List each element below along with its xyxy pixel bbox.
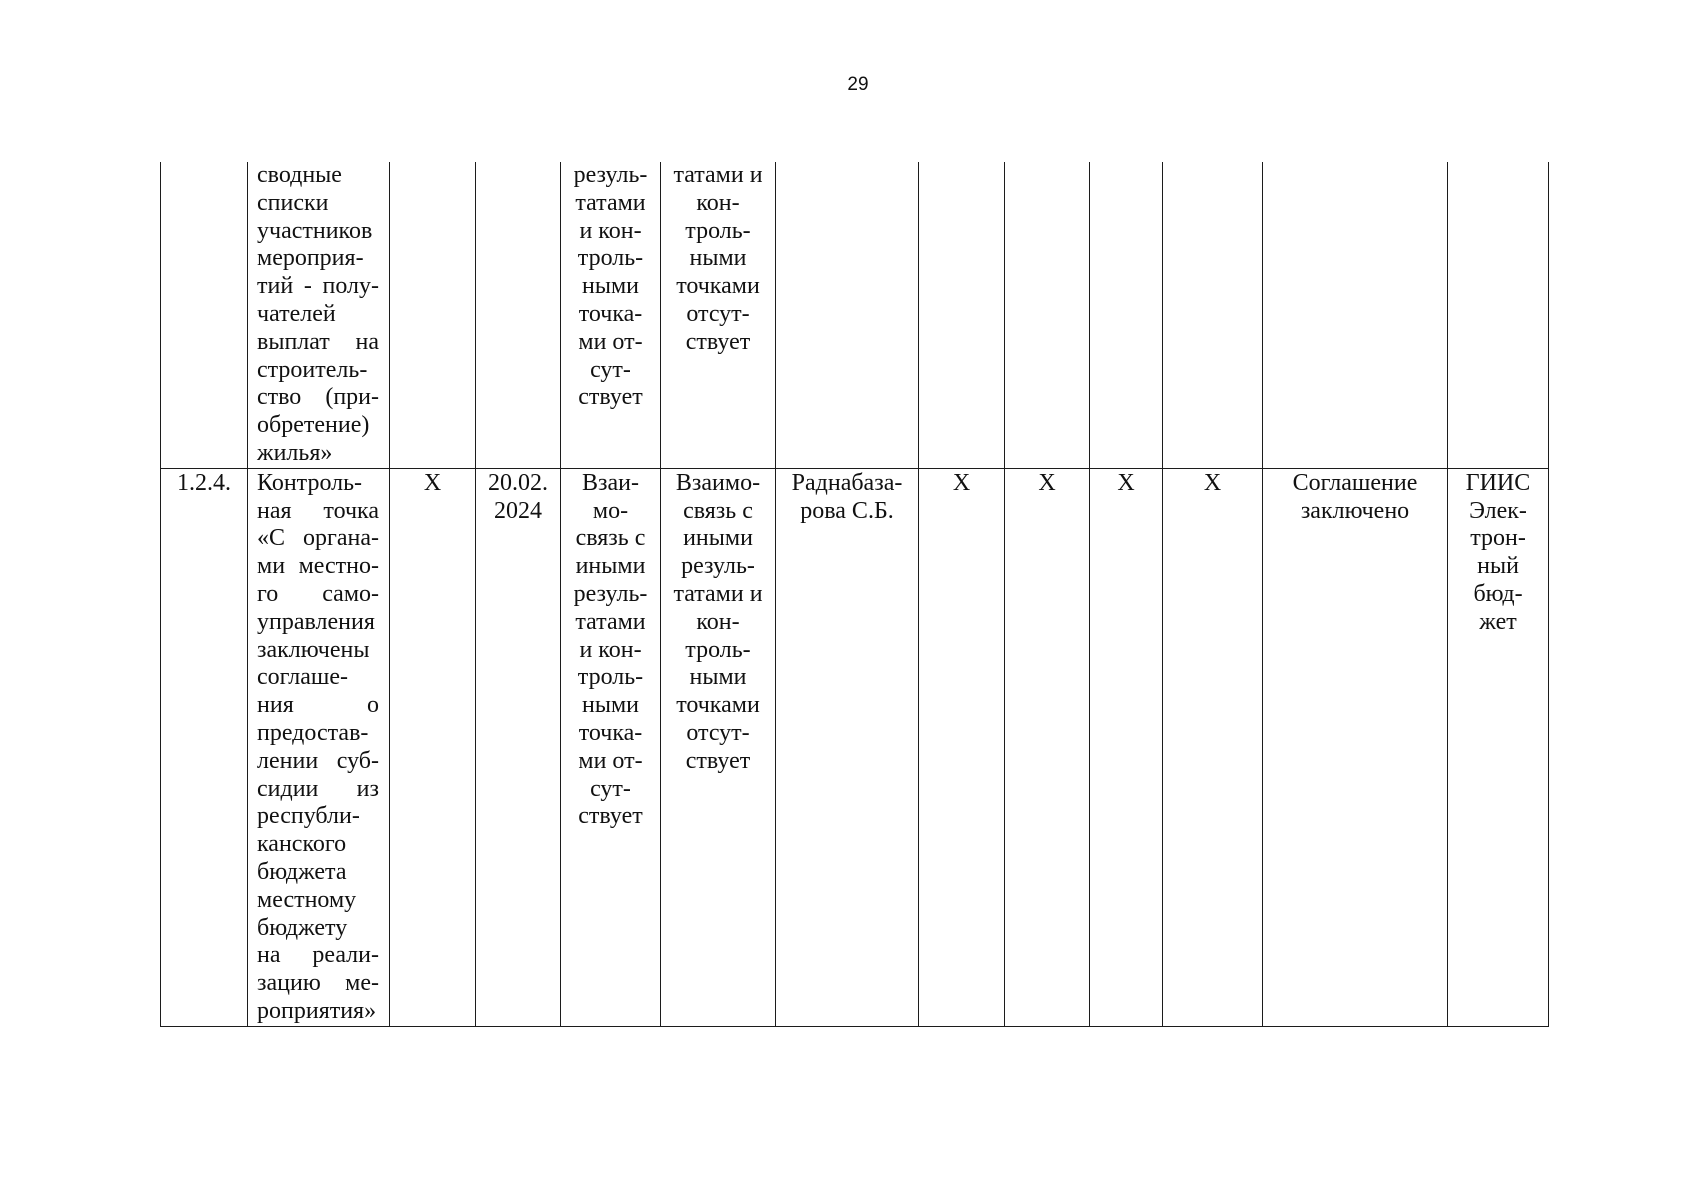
cell-text-line: татами и bbox=[673, 580, 763, 607]
cell-text-line: Х bbox=[952, 469, 971, 496]
cell-text-line: рова С.Б. bbox=[800, 497, 894, 524]
cell-start-date bbox=[390, 468, 476, 1026]
cell-end-date bbox=[476, 468, 561, 1026]
cell-text-line: троль- bbox=[685, 217, 751, 244]
cell-text-line: Взаимо- bbox=[675, 469, 761, 496]
cell-text-line: сут- bbox=[590, 775, 631, 802]
cell-item-number bbox=[161, 162, 248, 468]
cell-text-line: татами bbox=[575, 608, 646, 635]
cell-text-line: мероприя- bbox=[257, 245, 364, 272]
cell-text-line: троль- bbox=[577, 245, 644, 272]
cell-text-line: Элек- bbox=[1469, 497, 1527, 524]
cell-text-line: участников bbox=[257, 217, 373, 244]
cell-text-line: отсут- bbox=[686, 719, 750, 746]
cell-text-line: местному bbox=[257, 886, 357, 913]
cell-text-line: предостав- bbox=[257, 719, 369, 746]
cell-text-line: Х bbox=[1117, 469, 1135, 496]
plan-table bbox=[160, 162, 1549, 1027]
cell-item-number bbox=[161, 468, 248, 1026]
cell-text-line: ми от- bbox=[578, 328, 643, 355]
cell-predecessors bbox=[561, 162, 661, 468]
cell-text-line: Раднабаза- bbox=[791, 469, 903, 496]
cell-text-line: соглаше- bbox=[257, 664, 349, 691]
cell-text-line: ми от- bbox=[578, 747, 643, 774]
cell-successors bbox=[661, 162, 776, 468]
cell-text-line: ный bbox=[1477, 553, 1519, 580]
cell-start-date bbox=[390, 162, 476, 468]
cell-text-line: точками bbox=[676, 692, 760, 719]
cell-text-line: лении суб- bbox=[257, 747, 379, 774]
cell-text-line: ными bbox=[582, 273, 639, 300]
cell-text-line: ствует bbox=[685, 328, 751, 355]
cell-text-line: выплат на bbox=[257, 328, 379, 355]
cell-text-line: строитель- bbox=[257, 356, 368, 383]
cell-text-line: кон- bbox=[696, 608, 740, 635]
cell-mark-3 bbox=[1090, 468, 1163, 1026]
cell-text-line: го само- bbox=[257, 580, 379, 607]
cell-predecessors bbox=[561, 468, 661, 1026]
cell-text-line: ная точка bbox=[257, 497, 379, 524]
cell-mark-2 bbox=[1005, 468, 1090, 1026]
cell-text-line: на реали- bbox=[257, 942, 379, 969]
cell-text-line: Контроль- bbox=[257, 469, 363, 496]
cell-text-line: и кон- bbox=[579, 217, 642, 244]
cell-mark-2 bbox=[1005, 162, 1090, 468]
table-row-continued bbox=[161, 162, 1549, 468]
cell-successors bbox=[661, 468, 776, 1026]
cell-text-line: роприятия» bbox=[257, 997, 377, 1024]
cell-text-line: 2024 bbox=[494, 497, 542, 524]
cell-text-line: Соглашение bbox=[1292, 469, 1418, 496]
cell-end-date bbox=[476, 162, 561, 468]
cell-mark-4 bbox=[1163, 468, 1263, 1026]
cell-text-line: иными bbox=[575, 553, 646, 580]
cell-text-line: кон- bbox=[696, 189, 740, 216]
cell-responsible bbox=[776, 162, 919, 468]
cell-text-line: троль- bbox=[685, 636, 751, 663]
cell-information-system bbox=[1448, 468, 1549, 1026]
cell-text-line: жилья» bbox=[257, 439, 333, 466]
cell-text-line: обретение) bbox=[257, 412, 370, 439]
cell-text-line: Х bbox=[1203, 469, 1222, 496]
cell-text-line: точка- bbox=[578, 300, 643, 327]
cell-mark-1 bbox=[919, 468, 1005, 1026]
cell-text-line: чателей bbox=[257, 300, 336, 327]
cell-text-line: бюджету bbox=[257, 914, 348, 941]
cell-text-line: тий - полу- bbox=[257, 273, 379, 300]
cell-text-line: ствует bbox=[578, 803, 643, 830]
cell-text-line: жет bbox=[1479, 608, 1517, 635]
cell-text-line: точка- bbox=[578, 719, 643, 746]
cell-text-line: ми местно- bbox=[257, 553, 379, 580]
cell-mark-1 bbox=[919, 162, 1005, 468]
cell-text-line: ния о bbox=[257, 692, 379, 719]
cell-item-name bbox=[248, 468, 390, 1026]
cell-text-line: ствует bbox=[578, 384, 643, 411]
cell-text-line: 1.2.4. bbox=[177, 469, 231, 496]
cell-text-line: ГИИС bbox=[1465, 469, 1531, 496]
cell-text-line: заключено bbox=[1300, 497, 1410, 524]
cell-text-line: резуль- bbox=[573, 162, 648, 188]
cell-text-line: заключены bbox=[257, 636, 370, 663]
cell-text-line: связь с bbox=[683, 497, 753, 524]
cell-text-line: мо- bbox=[592, 497, 629, 524]
cell-text-line: ными bbox=[689, 245, 747, 272]
cell-text-line: резуль- bbox=[573, 580, 648, 607]
cell-text-line: татами bbox=[575, 189, 646, 216]
cell-text-line: бюд- bbox=[1473, 580, 1523, 607]
cell-confirming-document bbox=[1263, 468, 1448, 1026]
cell-information-system bbox=[1448, 162, 1549, 468]
cell-text-line: республи- bbox=[257, 803, 360, 830]
cell-text-line: 20.02. bbox=[488, 469, 548, 496]
cell-text-line: ствует bbox=[685, 747, 751, 774]
cell-mark-3 bbox=[1090, 162, 1163, 468]
cell-text-line: ными bbox=[582, 692, 639, 719]
cell-responsible bbox=[776, 468, 919, 1026]
cell-text-line: Х bbox=[423, 469, 442, 496]
cell-text-line: «С органа- bbox=[257, 525, 379, 552]
cell-text-line: Х bbox=[1038, 469, 1056, 496]
table-row bbox=[161, 468, 1549, 1026]
cell-item-name bbox=[248, 162, 390, 468]
cell-text-line: сводные bbox=[257, 162, 342, 188]
cell-text-line: отсут- bbox=[686, 300, 750, 327]
cell-text-line: ство (при- bbox=[257, 384, 379, 411]
cell-text-line: точками bbox=[676, 273, 760, 300]
cell-text-line: зацию ме- bbox=[257, 970, 379, 997]
cell-text-line: сидии из bbox=[257, 775, 379, 802]
cell-text-line: управления bbox=[257, 608, 375, 635]
cell-text-line: и кон- bbox=[579, 636, 642, 663]
cell-text-line: Взаи- bbox=[582, 469, 639, 496]
cell-mark-4 bbox=[1163, 162, 1263, 468]
cell-text-line: троль- bbox=[577, 664, 644, 691]
cell-text-line: связь с bbox=[575, 525, 646, 552]
cell-text-line: канского bbox=[257, 831, 347, 858]
page-number: 29 bbox=[847, 74, 869, 95]
cell-text-line: трон- bbox=[1470, 525, 1526, 552]
cell-confirming-document bbox=[1263, 162, 1448, 468]
cell-text-line: иными bbox=[683, 525, 753, 552]
cell-text-line: ными bbox=[689, 664, 747, 691]
cell-text-line: списки bbox=[257, 189, 329, 216]
cell-text-line: бюджета bbox=[257, 858, 347, 885]
cell-text-line: сут- bbox=[590, 356, 631, 383]
cell-text-line: резуль- bbox=[681, 553, 755, 580]
cell-text-line: татами и bbox=[673, 162, 763, 188]
